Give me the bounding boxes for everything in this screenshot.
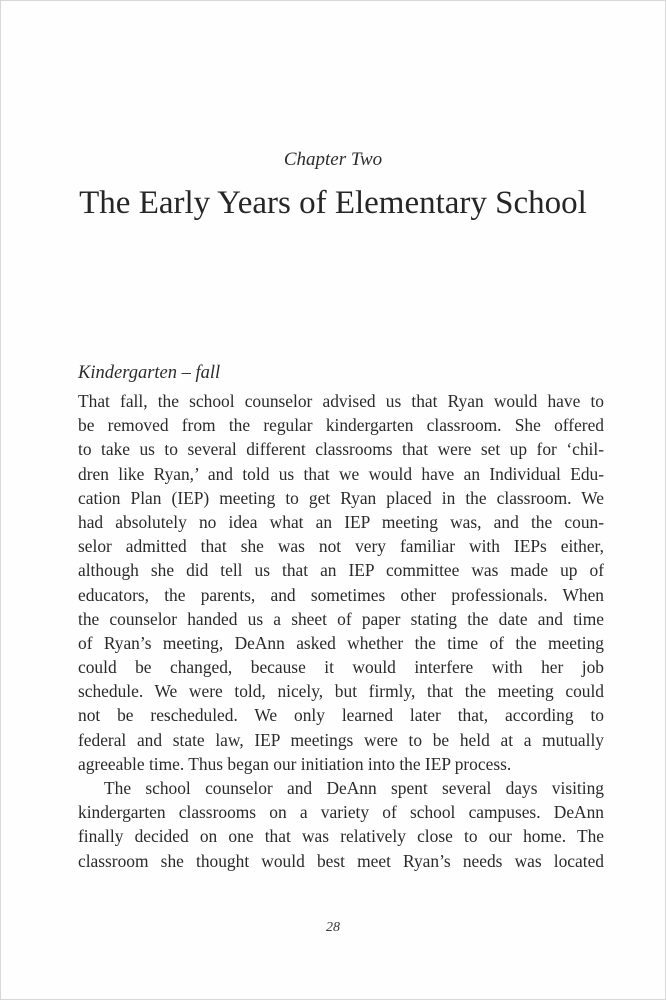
paragraph	[78, 389, 604, 776]
text-line: dren like Ryan,’ and told us that we would have an Individual Edu-	[78, 463, 604, 484]
text-line: That fall, the school counselor advised us that Ryan would have to	[78, 391, 604, 411]
text-line: educators, the parents, and sometimes other professionals. When	[78, 584, 604, 605]
text-line: federal and state law, IEP meetings were to be held at a mutually	[78, 729, 604, 750]
text-line: be removed from the regular kindergarten classroom. She offered	[78, 415, 604, 436]
text-line: The school counselor and DeAnn spent several days visiting	[104, 778, 604, 798]
text-line: could be changed, because it would interfere with her job	[78, 657, 604, 678]
text-line: although she did tell us that an IEP committee was made up of	[78, 560, 604, 581]
text-line: to take us to several different classrooms that were set up for ‘chil-	[78, 439, 604, 460]
text-line: selor admitted that she was not very familiar with IEPs either,	[78, 536, 604, 557]
chapter-label: Chapter Two	[283, 149, 383, 170]
section-heading: Kindergarten – fall	[78, 363, 221, 383]
text-line: the counselor handed us a sheet of paper stating the date and time	[78, 608, 604, 629]
paragraph	[78, 776, 604, 873]
body-text	[78, 389, 604, 873]
text-line: not be rescheduled. We only learned later that, according to	[78, 705, 604, 726]
text-line: classroom she thought would best meet Ryan’s needs was located	[78, 850, 604, 871]
chapter-title: The Early Years of Elementary School	[79, 185, 587, 221]
text-line: schedule. We were told, nicely, but firmly, that the meeting could	[78, 681, 604, 702]
text-line: finally decided on one that was relatively close to our home. The	[78, 826, 604, 847]
text-line: kindergarten classrooms on a variety of school campuses. DeAnn	[78, 802, 604, 823]
page-number: 28	[326, 920, 340, 935]
text-line: had absolutely no idea what an IEP meeting was, and the coun-	[78, 511, 604, 532]
text-line: cation Plan (IEP) meeting to get Ryan placed in the classroom. We	[78, 487, 604, 508]
text-line: agreeable time. Thus began our initiation into the IEP process.	[78, 753, 512, 774]
text-line: of Ryan’s meeting, DeAnn asked whether the time of the meeting	[78, 632, 604, 653]
